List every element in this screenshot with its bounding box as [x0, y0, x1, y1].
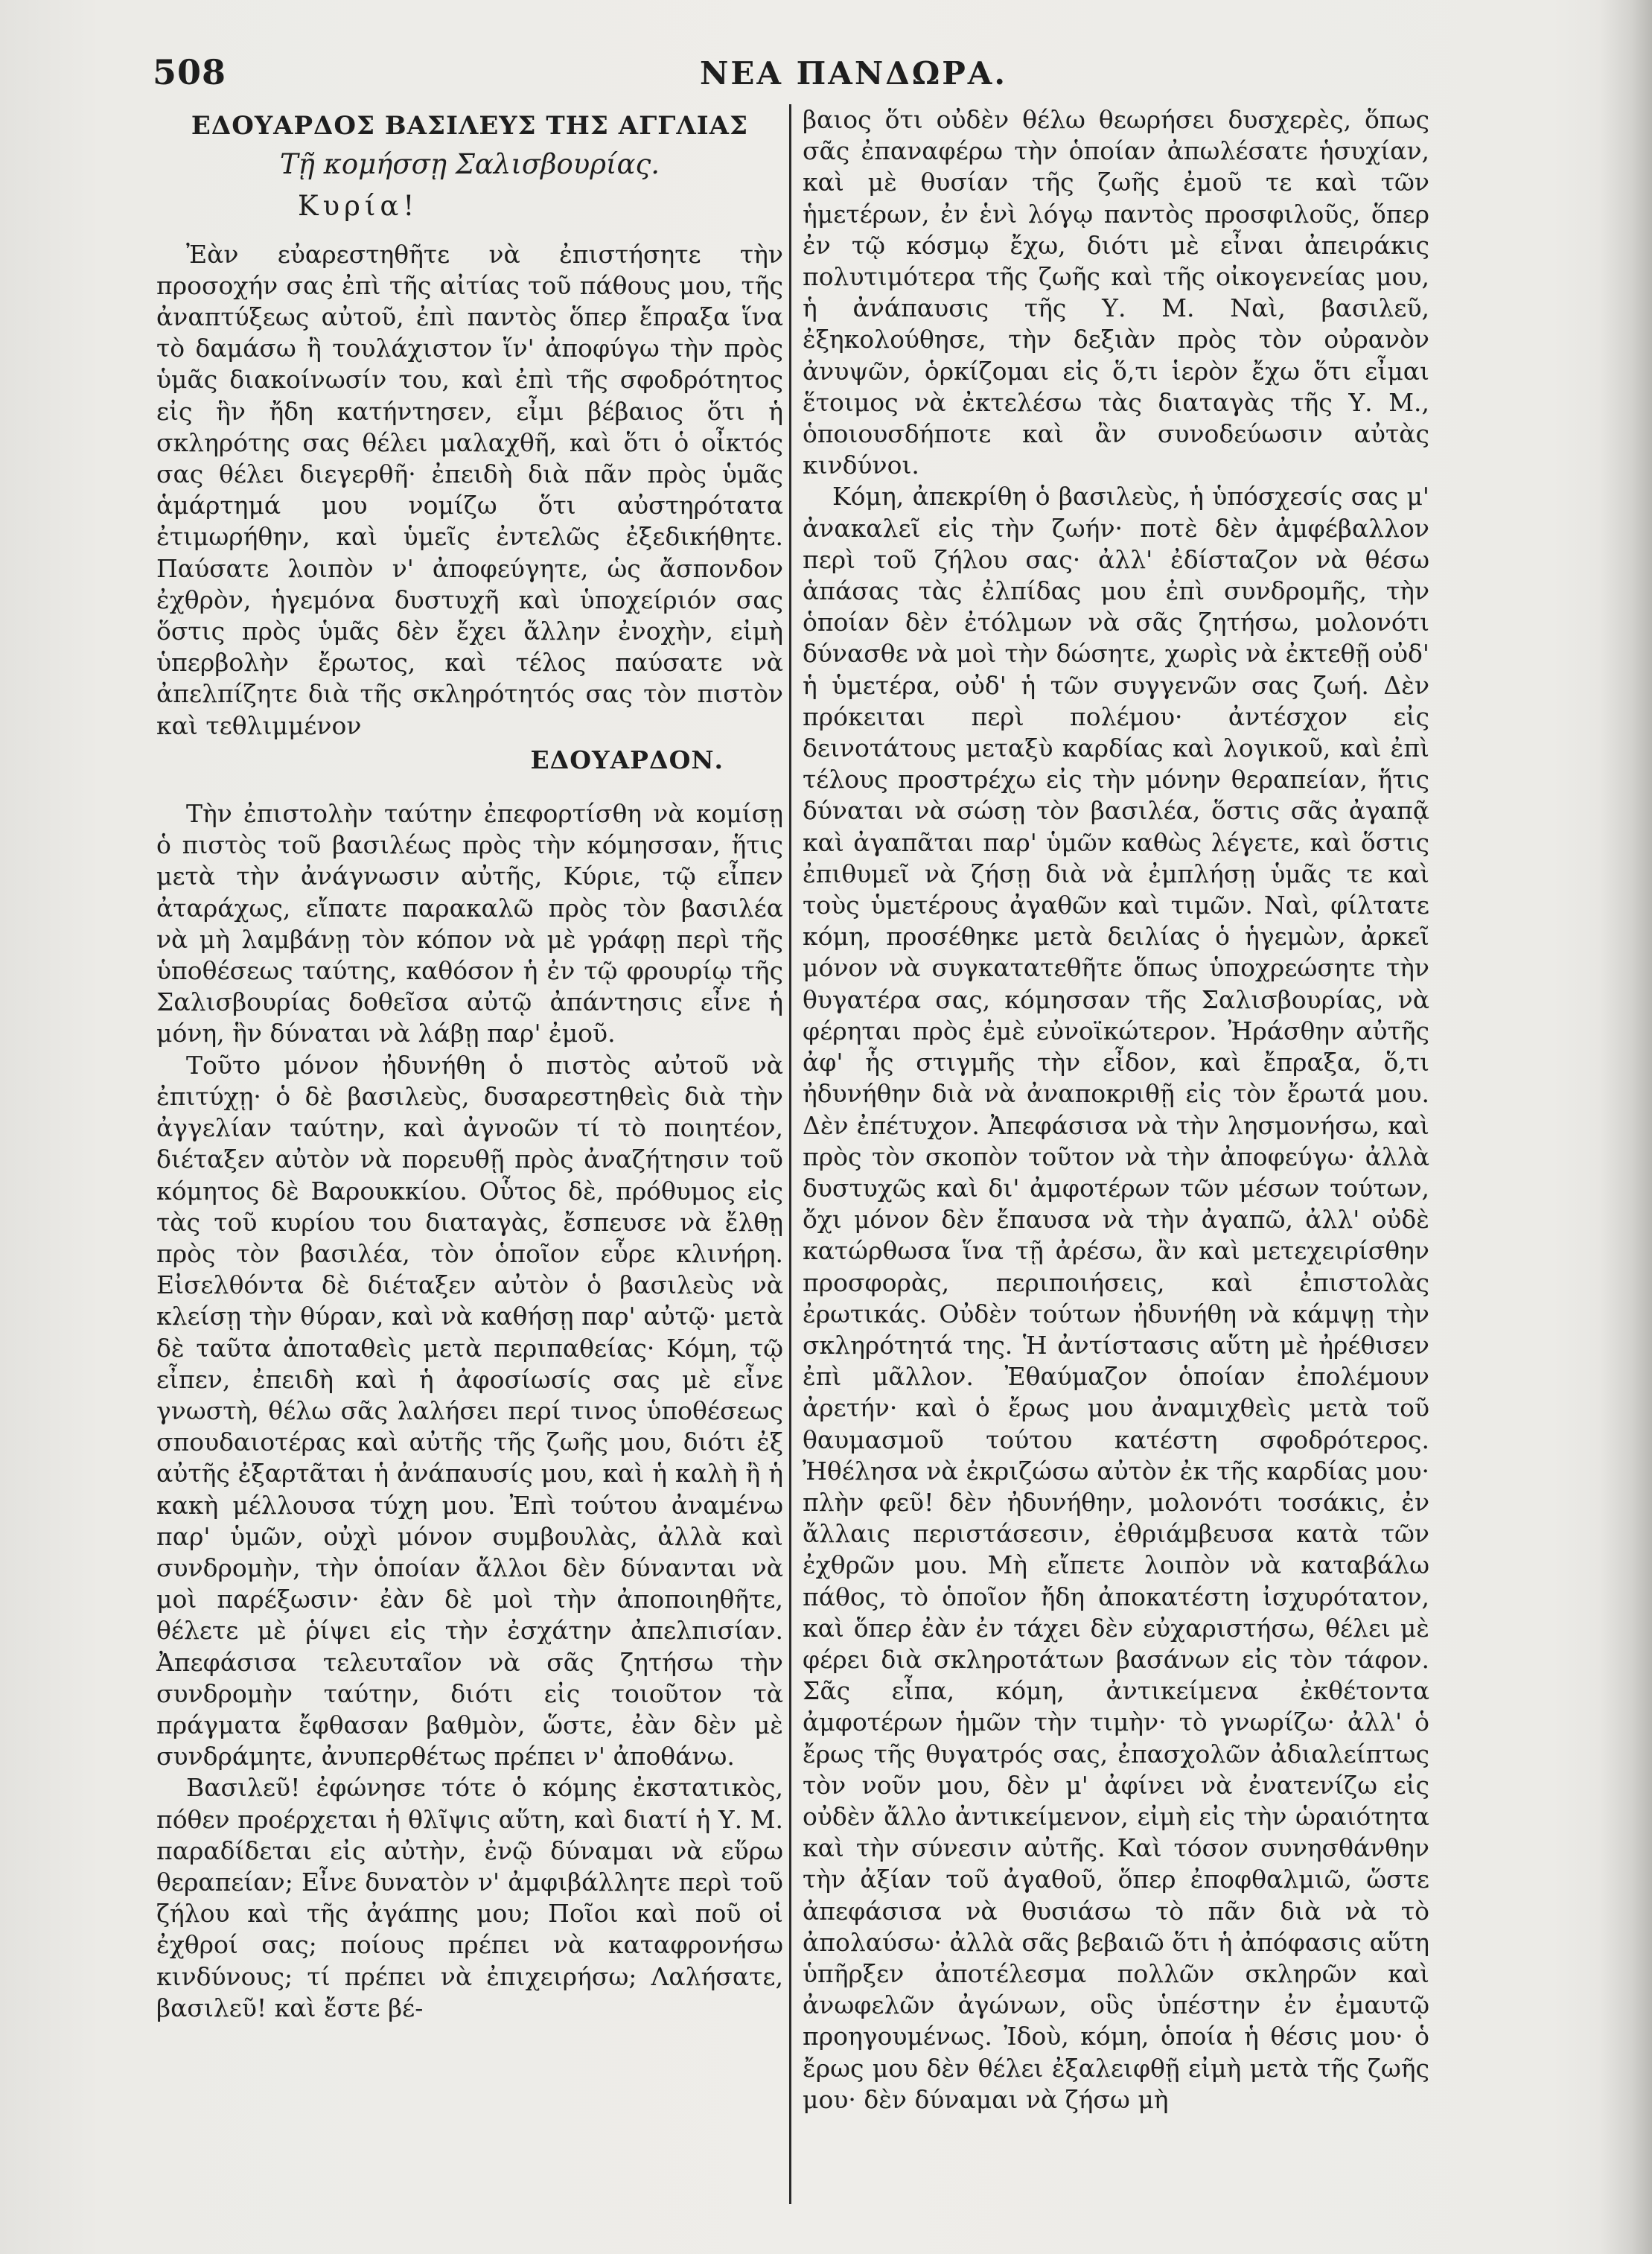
page-number: 508: [153, 52, 227, 92]
page-fold-shadow: [1600, 0, 1652, 2254]
running-title: ΝΕΑ ΠΑΝΔΩΡΑ.: [700, 55, 1008, 92]
body-paragraph: Βασιλεῦ! ἐφώνησε τότε ὁ κόμης ἐκστατικὸς, πόθεν προέρχεται ἡ θλῖψις αὕτη, καὶ διατί ἡ Υ. Μ. παραδίδεται εἰς αὐτὴν, ἐνῷ δύναμαι νὰ εὕρω θεραπείαν; Εἶνε δυνατὸν ν' ἀμφιβάλλητε περὶ τοῦ ζήλου καὶ τῆς ἀγάπης μου; Ποῖοι καὶ ποῦ οἱ ἐχθροί σας; ποίους πρέπει νὰ καταφρονήσω κινδύνους; τί πρέπει νὰ ἐπιχειρήσω; Λαλήσατε, βασιλεῦ! καὶ ἔστε βέ-: [156, 1773, 783, 2022]
left-column: [156, 104, 783, 2024]
article-addressee: Τῇ κομήσσῃ Σαλισβουρίας.: [279, 148, 660, 181]
page-header: [153, 52, 1441, 112]
right-column: [803, 104, 1429, 2115]
letter-signature: ΕΔΟΥΑΡΔΟΝ.: [530, 745, 724, 774]
article-title: ΕΔΟΥΑΡΔΟΣ ΒΑΣΙΛΕΥΣ ΤΗΣ ΑΓΓΛΙΑΣ: [191, 111, 749, 141]
letter-salutation: Κυρία!: [298, 190, 419, 223]
column-divider-rule: [789, 104, 791, 2204]
body-paragraph: Τὴν ἐπιστολὴν ταύτην ἐπεφορτίσθη νὰ κομίσῃ ὁ πιστὸς τοῦ βασιλέως πρὸς τὴν κόμησσαν, ἥτις μετὰ τὴν ἀνάγνωσιν αὐτῆς, Κύριε, τῷ εἶπεν ἀταράχως, εἴπατε παρακαλῶ πρὸς τὸν βασιλέα νὰ μὴ λαμβάνῃ τὸν κόπον νὰ μὲ γράφῃ περὶ τῆς ὑποθέσεως ταύτης, καθόσον ἡ ἐν τῷ φρουρίῳ τῆς Σαλισβουρίας δοθεῖσα αὐτῷ ἀπάντησις εἶνε ἡ μόνη, ἣν δύναται νὰ λάβῃ παρ' ἐμοῦ.: [156, 799, 783, 1048]
body-paragraph-continued: βαιος ὅτι οὐδὲν θέλω θεωρήσει δυσχερὲς, ὅπως σᾶς ἐπαναφέρω τὴν ὁποίαν ἀπωλέσατε ἡσυχίαν, καὶ μὲ θυσίαν τῆς ζωῆς ἐμοῦ τε καὶ τῶν ἡμετέρων, ἐν ἑνὶ λόγῳ παντὸς προσφιλοῦς, ὅπερ ἐν τῷ κόσμῳ ἔχω, διότι μὲ εἶναι ἀπειράκις πολυτιμότερα τῆς ζωῆς καὶ τῆς οἰκογενείας μου, ἡ ἀνάπαυσις τῆς Υ. Μ. Ναὶ, βασιλεῦ, ἐξηκολούθησε, τὴν δεξιὰν πρὸς τὸν οὐρανὸν ἀνυψῶν, ὁρκίζομαι εἰς ὅ,τι ἱερὸν ἔχω ὅτι εἶμαι ἕτοιμος νὰ ἐκτελέσω τὰς διαταγὰς τῆς Υ. Μ., ὁποιουσδήποτε καὶ ἂν συνοδεύωσιν αὐτὰς κινδύνοι.: [803, 105, 1429, 480]
body-paragraph: Τοῦτο μόνον ἠδυνήθη ὁ πιστὸς αὐτοῦ νὰ ἐπιτύχῃ· ὁ δὲ βασιλεὺς, δυσαρεστηθεὶς διὰ τὴν ἀγγελίαν ταύτην, καὶ ἀγνοῶν τί τὸ ποιητέον, διέταξεν αὐτὸν νὰ πορευθῇ πρὸς ἀναζήτησιν τοῦ κόμητος δὲ Βαρουκκίου. Οὗτος δὲ, πρόθυμος εἰς τὰς τοῦ κυρίου του διαταγὰς, ἔσπευσε νὰ ἔλθῃ πρὸς τὸν βασιλέα, τὸν ὁποῖον εὗρε κλινήρη. Εἰσελθόντα δὲ διέταξεν αὐτὸν ὁ βασιλεὺς νὰ κλείσῃ τὴν θύραν, καὶ νὰ καθήσῃ παρ' αὐτῷ· μετὰ δὲ ταῦτα ἀποταθεὶς μετὰ περιπαθείας· Κόμη, τῷ εἶπεν, ἐπειδὴ καὶ ἡ ἀφοσίωσίς σας μὲ εἶνε γνωστὴ, θέλω σᾶς λαλήσει περί τινος ὑποθέσεως σπουδαιοτέρας καὶ αὐτῆς τῆς ζωῆς μου, διότι ἐξ αὐτῆς ἐξαρτᾶται ἡ ἀνάπαυσίς μου, καὶ ἡ καλὴ ἢ ἡ κακὴ μέλλουσα τύχη μου. Ἐπὶ τούτου ἀναμένω παρ' ὑμῶν, οὐχὶ μόνον συμβουλὰς, ἀλλὰ καὶ συνδρομὴν, τὴν ὁποίαν ἄλλοι δὲν δύνανται νὰ μοὶ παρέξωσιν· ἐὰν δὲ μοὶ τὴν ἀποποιηθῆτε, θέλετε μὲ ῥίψει εἰς τὴν ἐσχάτην ἀπελπισίαν. Ἀπεφάσισα τελευταῖον νὰ σᾶς ζητήσω τὴν συνδρομὴν ταύτην, διότι εἰς τοιοῦτον τὰ πράγματα ἔφθασαν βαθμὸν, ὥστε, ἐὰν δὲν μὲ συνδράμητε, ἀνυπερθέτως πρέπει ν' ἀποθάνω.: [156, 1050, 783, 1771]
letter-body-paragraph: Ἐὰν εὐαρεστηθῆτε νὰ ἐπιστήσητε τὴν προσοχήν σας ἐπὶ τῆς αἰτίας τοῦ πάθους μου, τῆς ἀναπτύξεως αὐτοῦ, ἐπὶ παντὸς ὅπερ ἔπραξα ἵνα τὸ δαμάσω ἢ τουλάχιστον ἵν' ἀποφύγω τὴν πρὸς ὑμᾶς διακοίνωσίν του, καὶ ἐπὶ τῆς σφοδρότητος εἰς ἣν ἤδη κατήντησεν, εἶμι βέβαιος ὅτι ἡ σκληρότης σας θέλει μαλαχθῆ, καὶ ὅτι ὁ οἶκτός σας θέλει διεγερθῆ· ἐπειδὴ διὰ πᾶν πρὸς ὑμᾶς ἁμάρτημά μου νομίζω ὅτι αὐστηρότατα ἐτιμωρήθην, καὶ ὑμεῖς ἐντελῶς ἐξεδικήθητε. Παύσατε λοιπὸν ν' ἀποφεύγητε, ὡς ἄσπονδον ἐχθρὸν, ἡγεμόνα δυστυχῆ καὶ ὑποχείριόν σας ὅστις πρὸς ὑμᾶς δὲν ἔχει ἄλλην ἐνοχὴν, εἰμὴ ὑπερβολὴν ἔρωτος, καὶ τέλος παύσατε νὰ ἀπελπίζητε διὰ τῆς σκληρότητός σας τὸν πιστὸν καὶ τεθλιμμένον: [156, 239, 783, 740]
body-paragraph: Κόμη, ἀπεκρίθη ὁ βασιλεὺς, ἡ ὑπόσχεσίς σας μ' ἀνακαλεῖ εἰς τὴν ζωήν· ποτὲ δὲν ἀμφέβαλλον περὶ τοῦ ζήλου σας· ἀλλ' ἐδίσταζον νὰ θέσω ἁπάσας τὰς ἐλπίδας μου ἐπὶ συνδρομῆς, τὴν ὁποίαν δὲν ἐτόλμων νὰ σᾶς ζητήσω, μολονότι δύνασθε νὰ μοὶ τὴν δώσητε, χωρὶς νὰ ἐκτεθῇ οὐδ' ἡ ὑμετέρα, οὐδ' ἡ τῶν συγγενῶν σας ζωή. Δὲν πρόκειται περὶ πολέμου· ἀντέσχον εἰς δεινοτάτους μεταξὺ καρδίας καὶ λογικοῦ, καὶ ἐπὶ τέλους προστρέχω εἰς τὴν μόνην θεραπείαν, ἥτις δύναται νὰ σώσῃ τὸν βασιλέα, ὅστις σᾶς ἀγαπᾷ καὶ ἀγαπᾶται παρ' ὑμῶν καθὼς λέγετε, καὶ ὅστις ἐπιθυμεῖ νὰ ζήσῃ διὰ νὰ ἐμπλήσῃ ὑμᾶς τε καὶ τοὺς ὑμετέρους ἀγαθῶν καὶ τιμῶν. Ναὶ, φίλτατε κόμη, προσέθηκε μετὰ δειλίας ὁ ἡγεμὼν, ἀρκεῖ μόνον νὰ συγκατατεθῆτε ὅπως ὑποχρεώσητε τὴν θυγατέρα σας, κόμησσαν τῆς Σαλισβουρίας, νὰ φέρηται πρὸς ἐμὲ εὐνοϊκώτερον. Ἠράσθην αὐτῆς ἀφ' ἧς στιγμῆς τὴν εἶδον, καὶ ἔπραξα, ὅ,τι ἠδυνήθην διὰ νὰ ἀναποκριθῇ εἰς τὸν ἔρωτά μου. Δὲν ἐπέτυχον. Ἀπεφάσισα νὰ τὴν λησμονήσω, καὶ πρὸς τὸν σκοπὸν τοῦτον νὰ τὴν ἀποφεύγω· ἀλλὰ δυστυχῶς καὶ δι' ἀμφοτέρων τῶν μέσων τούτων, ὄχι μόνον δὲν ἔπαυσα νὰ τὴν ἀγαπῶ, ἀλλ' οὐδὲ κατώρθωσα ἵνα τῇ ἀρέσω, ἂν καὶ μετεχειρίσθην προσφορὰς, περιποιήσεις, καὶ ἐπιστολὰς ἐρωτικάς. Οὐδὲν τούτων ἠδυνήθη νὰ κάμψῃ τὴν σκληρότητά της. Ἡ ἀντίστασις αὕτη μὲ ἠρέθισεν ἐπὶ μᾶλλον. Ἐθαύμαζον ὁποίαν ἐπολέμουν ἀρετήν· καὶ ὁ ἔρως μου ἀναμιχθεὶς μετὰ τοῦ θαυμασμοῦ τούτου κατέστη σφοδρότερος. Ἠθέλησα νὰ ἐκριζώσω αὐτὸν ἐκ τῆς καρδίας μου· πλὴν φεῦ! δὲν ἠδυνήθην, μολονότι τοσάκις, ἐν ἄλλαις περιστάσεσιν, ἐθριάμβευσα κατὰ τῶν ἐχθρῶν μου. Μὴ εἴπετε λοιπὸν νὰ καταβάλω πάθος, τὸ ὁποῖον ἤδη ἀποκατέστη ἰσχυρότατον, καὶ ὅπερ ἐὰν ἐν τάχει δὲν εὐχαριστήσω, θέλει μὲ φέρει διὰ σκληροτάτων βασάνων εἰς τὸν τάφον. Σᾶς εἶπα, κόμη, ἀντικείμενα ἐκθέτοντα ἀμφοτέρων ἡμῶν τὴν τιμὴν· τὸ γνωρίζω· ἀλλ' ὁ ἔρως τῆς θυγατρός σας, ἐπασχολῶν ἀδιαλείπτως τὸν νοῦν μου, δὲν μ' ἀφίνει νὰ ἐνατενίζω εἰς οὐδὲν ἄλλο ἀντικείμενον, εἰμὴ εἰς τὴν ὡραιότητα καὶ τὴν σύνεσιν αὐτῆς. Καὶ τόσον συνησθάνθην τὴν ἀξίαν τοῦ ἀγαθοῦ, ὅπερ ἐποφθαλμιῶ, ὥστε ἀπεφάσισα νὰ θυσιάσω τὸ πᾶν διὰ νὰ τὸ ἀπολαύσω· ἀλλὰ σᾶς βεβαιῶ ὅτι ἡ ἀπόφασις αὕτη ὑπῆρξεν ἀποτέλεσμα πολλῶν σκληρῶν καὶ ἀνωφελῶν ἀγώνων, οὓς ὑπέστην ἐν ἐμαυτῷ προηγουμένως. Ἰδοὺ, κόμη, ὁποία ἡ θέσις μου· ὁ ἔρως μου δὲν θέλει ἐξαλειφθῇ εἰμὴ μετὰ τῆς ζωῆς μου· δὲν δύναμαι νὰ ζήσω μὴ: [803, 482, 1429, 2114]
